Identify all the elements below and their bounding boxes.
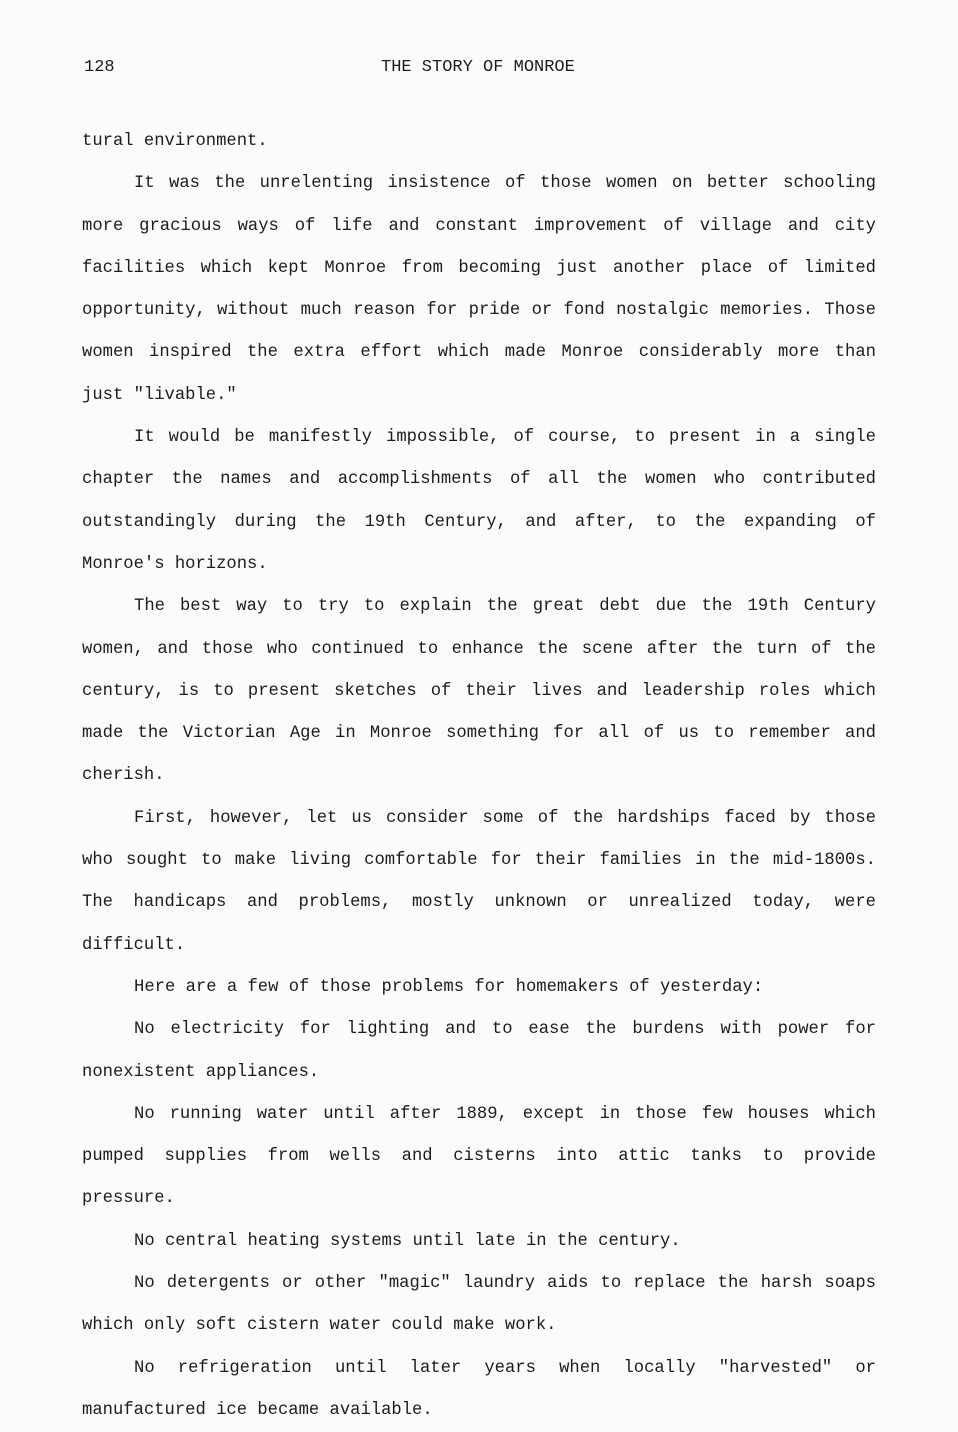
running-title: THE STORY OF MONROE <box>381 58 575 77</box>
list-paragraph: No refrigeration until later years when locally "harvested" or manufactured ice became available. <box>82 1358 876 1420</box>
paragraph: It would be manifestly impossible, of course, to present in a single chapter the names and accomplishments of all the women who contributed outstandingly during the 19th Century, and after, to the expanding of Monroe's horizons. <box>82 428 876 574</box>
page-number: 128 <box>84 58 115 77</box>
list-paragraph: No electricity for lighting and to ease the burdens with power for nonexistent appliances. <box>82 1020 876 1082</box>
paragraph-continued: tural environment. <box>82 132 268 151</box>
body-text <box>82 121 876 1432</box>
paragraph: Here are a few of those problems for homemakers of yesterday: <box>134 977 764 997</box>
paragraph: It was the unrelenting insistence of those women on better schooling more gracious ways of life and constant improvement of village and city facilities which kept Monroe from becoming just another place of limited opportunity, without much reason for pride or fond nostalgic memories. Those women inspired the extra effort which made Monroe considerably more than just "livable." <box>82 174 876 405</box>
paragraph: First, however, let us consider some of the hardships faced by those who sought to make living comfortable for their families in the mid-1800s. The handicaps and problems, mostly unknown or unrealized today, were difficult. <box>82 808 876 955</box>
list-paragraph: No detergents or other "magic" laundry aids to replace the harsh soaps which only soft cistern water could make work. <box>82 1274 876 1336</box>
list-paragraph: No running water until after 1889, except in those few houses which pumped supplies from wells and cisterns into attic tanks to provide pressure. <box>82 1104 876 1209</box>
paragraph: The best way to try to explain the great debt due the 19th Century women, and those who continued to enhance the scene after the turn of the century, is to present sketches of their lives and leadership roles which made the Victorian Age in Monroe something for all of us to remember and cherish. <box>82 597 876 786</box>
page-header <box>84 58 874 82</box>
list-paragraph: No central heating systems until late in the century. <box>134 1231 681 1251</box>
